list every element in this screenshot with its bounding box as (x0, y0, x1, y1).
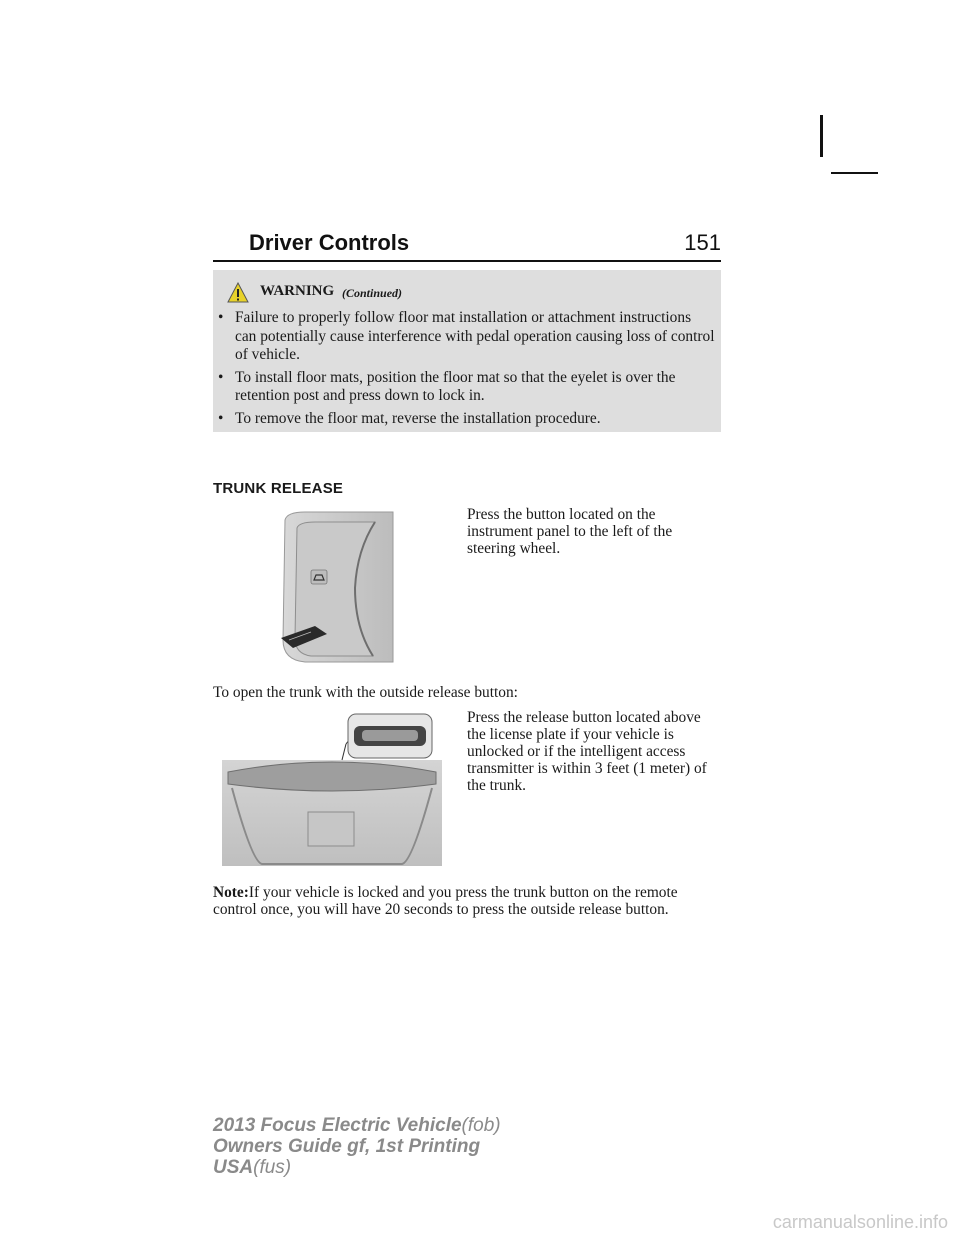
footer-line-2: Owners Guide gf, 1st Printing (213, 1136, 481, 1157)
page-header (213, 228, 721, 262)
watermark: carmanualsonline.info (772, 1212, 948, 1232)
footer-model: 2013 Focus Electric Vehicle (213, 1115, 462, 1136)
footer-model-code: (fob) (461, 1115, 501, 1136)
header-rule (213, 260, 721, 262)
page-footer (213, 1115, 501, 1178)
warning-item (213, 309, 715, 365)
footer-line-3 (213, 1157, 501, 1178)
bullet: • (218, 309, 224, 326)
warning-item-text: Failure to properly follow floor mat installation or attachment instructions can potentially cause interference with pedal operation causing loss of control of vehicle. (235, 309, 715, 363)
outside-trunk-release-illustration (222, 712, 442, 866)
footer-market: USA (213, 1157, 254, 1178)
warning-title: WARNING (260, 283, 335, 299)
page-title: Driver Controls (249, 230, 410, 255)
outside-release-instructions: Press the release button located above the license plate if your vehicle is unlocked or if the intelligent access transmitter is within 3 feet (1 meter) of the trunk. (467, 709, 707, 794)
warning-box (213, 270, 721, 432)
warning-item-text: To install floor mats, position the floor mat so that the eyelet is over the retention post and press down to lock in. (235, 368, 676, 404)
footer-line-1 (213, 1115, 501, 1136)
instrument-panel-trunk-button-illustration (275, 510, 400, 665)
note-text: If your vehicle is locked and you press the trunk button on the remote control once, you will have 20 seconds to press the outside release button. (213, 884, 678, 918)
bullet: • (218, 409, 224, 427)
warning-item (213, 410, 715, 429)
warning-triangle-icon (227, 282, 249, 304)
warning-item-text: To remove the floor mat, reverse the installation procedure. (235, 409, 601, 427)
crop-mark-vertical (820, 115, 823, 157)
warning-item (213, 369, 715, 406)
bullet: • (218, 368, 224, 386)
instrument-panel-instructions: Press the button located on the instrument panel to the left of the steering wheel. (467, 506, 673, 557)
footer-market-code: (fus) (253, 1157, 292, 1178)
warning-continued: (Continued) (342, 286, 403, 300)
crop-mark-horizontal (831, 172, 878, 174)
note-label: Note: (213, 884, 249, 901)
outside-release-intro: To open the trunk with the outside release button: (213, 684, 518, 701)
note (213, 884, 723, 918)
section-heading: TRUNK RELEASE (213, 480, 344, 497)
warning-list (213, 309, 715, 432)
page-number: 151 (684, 230, 721, 255)
